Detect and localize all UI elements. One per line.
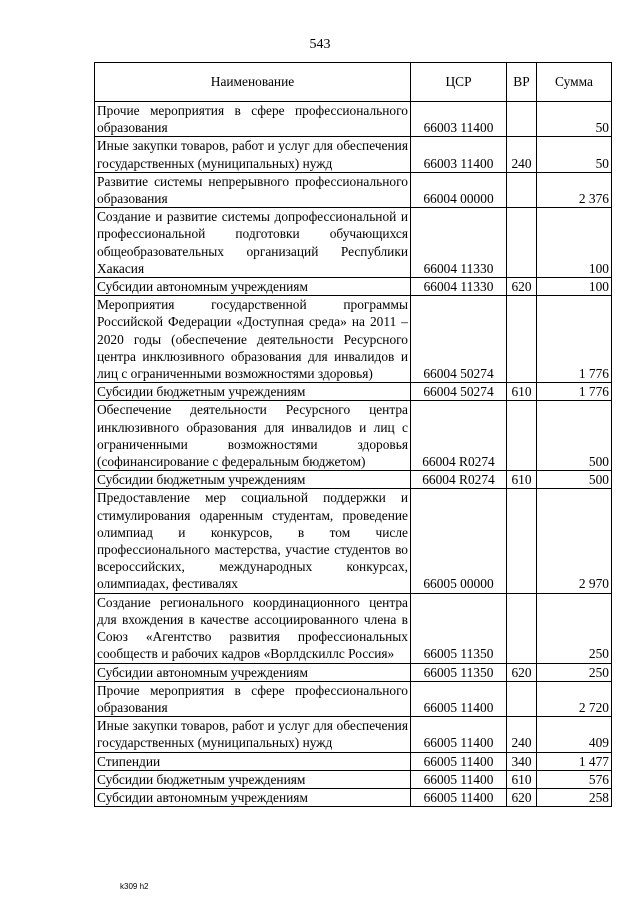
row-name: Субсидии автономным учреждениям [95, 278, 411, 296]
row-name: Иные закупки товаров, работ и услуг для обеспечения государственных (муниципальных) нужд [95, 717, 411, 752]
header-name: Наименование [95, 63, 411, 102]
row-csr: 66004 00000 [411, 172, 507, 207]
row-sum: 1 477 [537, 752, 612, 770]
table-row [95, 296, 612, 383]
row-vr [507, 208, 537, 278]
table-row [95, 489, 612, 593]
table-row [95, 172, 612, 207]
row-sum: 2 376 [537, 172, 612, 207]
row-vr [507, 489, 537, 593]
table-body [95, 102, 612, 807]
row-csr: 66003 11400 [411, 137, 507, 172]
budget-table [94, 62, 612, 807]
row-csr: 66005 11350 [411, 593, 507, 663]
table-row [95, 383, 612, 401]
row-sum: 50 [537, 102, 612, 137]
table-row [95, 681, 612, 716]
footer-code: k309 h2 [120, 882, 149, 891]
row-csr: 66004 11330 [411, 278, 507, 296]
row-csr: 66004 50274 [411, 383, 507, 401]
table-row [95, 401, 612, 471]
table-row [95, 770, 612, 788]
row-name: Обеспечение деятельности Ресурсного центра инклюзивного образования для инвалидов и лиц с ограниченными возможностями здоровья (софинансирование с федеральным бюджетом) [95, 401, 411, 471]
page-number: 543 [309, 37, 331, 52]
row-name: Создание и развитие системы допрофессиональной и профессиональной подготовки обучающихся общеобразовательных организаций Республики Хакасия [95, 208, 411, 278]
table-row [95, 471, 612, 489]
table-row [95, 102, 612, 137]
row-name: Стипендии [95, 752, 411, 770]
row-sum: 2 970 [537, 489, 612, 593]
row-sum: 1 776 [537, 383, 612, 401]
row-vr: 620 [507, 788, 537, 806]
table-header [95, 63, 612, 102]
row-sum: 409 [537, 717, 612, 752]
table-row [95, 663, 612, 681]
row-name: Предоставление мер социальной поддержки и стимулирования одаренным студентам, проведение олимпиад и конкурсов, в том числе профессионального мастерства, участие студентов во всероссийских, международных конкурсах, олимпиадах, фестивалях [95, 489, 411, 593]
row-csr: 66005 11400 [411, 770, 507, 788]
table-row [95, 208, 612, 278]
table-row [95, 717, 612, 752]
row-csr: 66005 11400 [411, 717, 507, 752]
row-name: Создание регионального координационного центра для вхождения в качестве ассоциированного члена в Союз «Агентство развития профессиональных сообществ и рабочих кадров «Ворлдскиллс Россия» [95, 593, 411, 663]
row-vr [507, 296, 537, 383]
row-name: Прочие мероприятия в сфере профессионального образования [95, 681, 411, 716]
row-name: Субсидии бюджетным учреждениям [95, 471, 411, 489]
table-row [95, 752, 612, 770]
row-vr: 610 [507, 383, 537, 401]
row-name: Развитие системы непрерывного профессионального образования [95, 172, 411, 207]
row-sum: 500 [537, 471, 612, 489]
header-csr: ЦСР [411, 63, 507, 102]
row-sum: 250 [537, 593, 612, 663]
row-sum: 258 [537, 788, 612, 806]
row-vr: 240 [507, 137, 537, 172]
row-vr [507, 172, 537, 207]
row-csr: 66005 11350 [411, 663, 507, 681]
row-sum: 250 [537, 663, 612, 681]
row-name: Прочие мероприятия в сфере профессионального образования [95, 102, 411, 137]
row-vr [507, 593, 537, 663]
row-vr [507, 681, 537, 716]
row-csr: 66005 11400 [411, 681, 507, 716]
row-csr: 66004 50274 [411, 296, 507, 383]
table-row [95, 137, 612, 172]
row-vr: 610 [507, 471, 537, 489]
table-row [95, 593, 612, 663]
header-row [95, 63, 612, 102]
row-name: Субсидии бюджетным учреждениям [95, 770, 411, 788]
row-sum: 50 [537, 137, 612, 172]
header-vr: ВР [507, 63, 537, 102]
row-csr: 66004 11330 [411, 208, 507, 278]
header-sum: Сумма [537, 63, 612, 102]
row-csr: 66005 11400 [411, 752, 507, 770]
row-name: Субсидии бюджетным учреждениям [95, 383, 411, 401]
table-row [95, 788, 612, 806]
row-name: Субсидии автономным учреждениям [95, 788, 411, 806]
row-sum: 500 [537, 401, 612, 471]
row-csr: 66003 11400 [411, 102, 507, 137]
row-name: Субсидии автономным учреждениям [95, 663, 411, 681]
row-sum: 100 [537, 208, 612, 278]
row-sum: 576 [537, 770, 612, 788]
row-vr: 610 [507, 770, 537, 788]
row-csr: 66005 11400 [411, 788, 507, 806]
row-csr: 66005 00000 [411, 489, 507, 593]
row-sum: 1 776 [537, 296, 612, 383]
row-csr: 66004 R0274 [411, 401, 507, 471]
table-row [95, 278, 612, 296]
row-vr: 620 [507, 663, 537, 681]
row-name: Мероприятия государственной программы Российской Федерации «Доступная среда» на 2011 – 2020 годы (обеспечение деятельности Ресурсного центра инклюзивного образования для инвалидов и лиц с ограниченными возможностями здоровья) [95, 296, 411, 383]
row-name: Иные закупки товаров, работ и услуг для обеспечения государственных (муниципальных) нужд [95, 137, 411, 172]
row-vr [507, 102, 537, 137]
row-sum: 100 [537, 278, 612, 296]
row-vr: 620 [507, 278, 537, 296]
row-vr [507, 401, 537, 471]
row-csr: 66004 R0274 [411, 471, 507, 489]
row-vr: 340 [507, 752, 537, 770]
row-sum: 2 720 [537, 681, 612, 716]
row-vr: 240 [507, 717, 537, 752]
